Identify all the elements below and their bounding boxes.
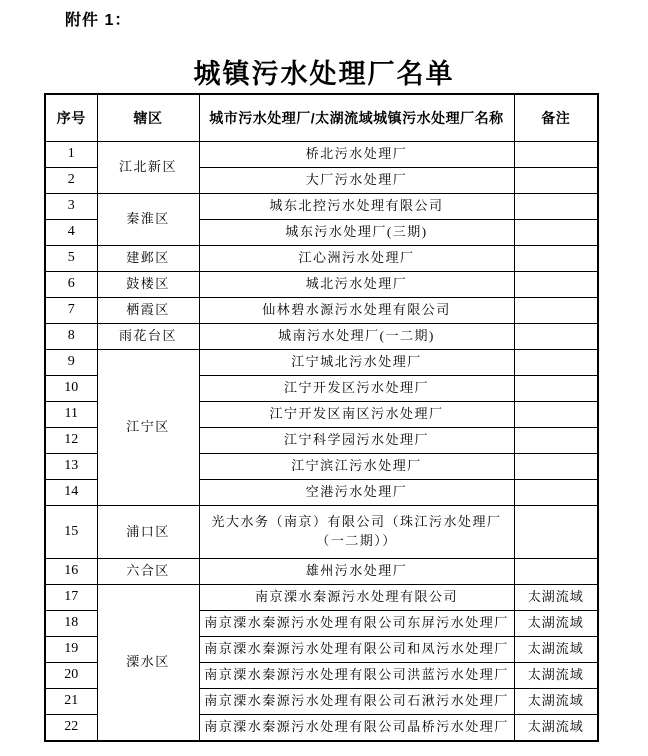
row-number-cell: 20: [45, 663, 97, 689]
table-row: [45, 194, 598, 220]
district-cell: 秦淮区: [97, 194, 199, 246]
row-number-cell: 12: [45, 428, 97, 454]
remark-cell: [514, 220, 598, 246]
table-row: [45, 350, 598, 376]
row-number-cell: 2: [45, 168, 97, 194]
remark-cell: 太湖流域: [514, 611, 598, 637]
plant-name-cell: 南京溧水秦源污水处理有限公司和凤污水处理厂: [199, 637, 514, 663]
remark-cell: [514, 168, 598, 194]
row-number-cell: 11: [45, 402, 97, 428]
remark-cell: [514, 480, 598, 506]
row-number-cell: 10: [45, 376, 97, 402]
remark-cell: [514, 350, 598, 376]
plant-name-cell: 雄州污水处理厂: [199, 559, 514, 585]
row-number-cell: 21: [45, 689, 97, 715]
row-number-cell: 19: [45, 637, 97, 663]
plant-name-cell: 仙林碧水源污水处理有限公司: [199, 298, 514, 324]
district-cell: 建邺区: [97, 246, 199, 272]
row-number-cell: 9: [45, 350, 97, 376]
remark-cell: [514, 376, 598, 402]
remark-cell: 太湖流域: [514, 637, 598, 663]
plant-name-cell: 城北污水处理厂: [199, 272, 514, 298]
row-number-cell: 4: [45, 220, 97, 246]
table-row: [45, 142, 598, 168]
district-cell: 江宁区: [97, 350, 199, 506]
table-header-row: [45, 94, 598, 142]
plant-name-cell: 南京溧水秦源污水处理有限公司东屏污水处理厂: [199, 611, 514, 637]
district-cell: 溧水区: [97, 585, 199, 742]
row-number-cell: 8: [45, 324, 97, 350]
plant-name-cell: 江宁开发区污水处理厂: [199, 376, 514, 402]
district-cell: 江北新区: [97, 142, 199, 194]
plants-table: [44, 93, 599, 742]
row-number-cell: 14: [45, 480, 97, 506]
attachment-label: 附件 1：: [65, 12, 132, 29]
row-number-cell: 18: [45, 611, 97, 637]
plant-name-cell: 城南污水处理厂(一二期): [199, 324, 514, 350]
plant-name-cell: 江宁滨江污水处理厂: [199, 454, 514, 480]
plant-name-cell: 空港污水处理厂: [199, 480, 514, 506]
remark-cell: 太湖流域: [514, 715, 598, 742]
plant-name-cell: 江宁开发区南区污水处理厂: [199, 402, 514, 428]
table-row: [45, 246, 598, 272]
remark-cell: [514, 559, 598, 585]
district-cell: 六合区: [97, 559, 199, 585]
plant-name-cell: 江心洲污水处理厂: [199, 246, 514, 272]
district-cell: 浦口区: [97, 506, 199, 559]
plant-name-cell: 大厂污水处理厂: [199, 168, 514, 194]
remark-cell: [514, 402, 598, 428]
header-serial-number: 序号: [45, 94, 97, 142]
header-plant-name: 城市污水处理厂/太湖流域城镇污水处理厂名称: [199, 94, 514, 142]
plant-name-cell: 城东污水处理厂(三期): [199, 220, 514, 246]
district-cell: 栖霞区: [97, 298, 199, 324]
district-cell: 雨花台区: [97, 324, 199, 350]
table-row: [45, 506, 598, 559]
row-number-cell: 22: [45, 715, 97, 742]
header-remark: 备注: [514, 94, 598, 142]
remark-cell: [514, 324, 598, 350]
row-number-cell: 3: [45, 194, 97, 220]
row-number-cell: 17: [45, 585, 97, 611]
remark-cell: [514, 142, 598, 168]
table-row: [45, 585, 598, 611]
plant-name-cell: 光大水务（南京）有限公司（珠江污水处理厂（一二期））: [199, 506, 514, 559]
district-cell: 鼓楼区: [97, 272, 199, 298]
plant-name-cell: 南京溧水秦源污水处理有限公司石湫污水处理厂: [199, 689, 514, 715]
row-number-cell: 16: [45, 559, 97, 585]
remark-cell: [514, 246, 598, 272]
table-body: [45, 142, 598, 742]
remark-cell: 太湖流域: [514, 689, 598, 715]
row-number-cell: 6: [45, 272, 97, 298]
plant-name-cell: 南京溧水秦源污水处理有限公司晶桥污水处理厂: [199, 715, 514, 742]
plant-name-cell: 江宁城北污水处理厂: [199, 350, 514, 376]
remark-cell: [514, 298, 598, 324]
table-row: [45, 272, 598, 298]
remark-cell: [514, 454, 598, 480]
plant-name-cell: 南京溧水秦源污水处理有限公司: [199, 585, 514, 611]
table-header: [45, 94, 598, 142]
remark-cell: 太湖流域: [514, 585, 598, 611]
row-number-cell: 1: [45, 142, 97, 168]
plant-name-cell: 江宁科学园污水处理厂: [199, 428, 514, 454]
row-number-cell: 7: [45, 298, 97, 324]
plant-name-cell: 南京溧水秦源污水处理有限公司洪蓝污水处理厂: [199, 663, 514, 689]
row-number-cell: 5: [45, 246, 97, 272]
remark-cell: [514, 194, 598, 220]
row-number-cell: 15: [45, 506, 97, 559]
header-district: 辖区: [97, 94, 199, 142]
remark-cell: [514, 272, 598, 298]
plant-name-cell: 城东北控污水处理有限公司: [199, 194, 514, 220]
remark-cell: 太湖流域: [514, 663, 598, 689]
table-row: [45, 324, 598, 350]
table-row: [45, 298, 598, 324]
row-number-cell: 13: [45, 454, 97, 480]
table-row: [45, 559, 598, 585]
plant-name-cell: 桥北污水处理厂: [199, 142, 514, 168]
remark-cell: [514, 506, 598, 559]
page-title: 城镇污水处理厂名单: [193, 59, 455, 89]
remark-cell: [514, 428, 598, 454]
